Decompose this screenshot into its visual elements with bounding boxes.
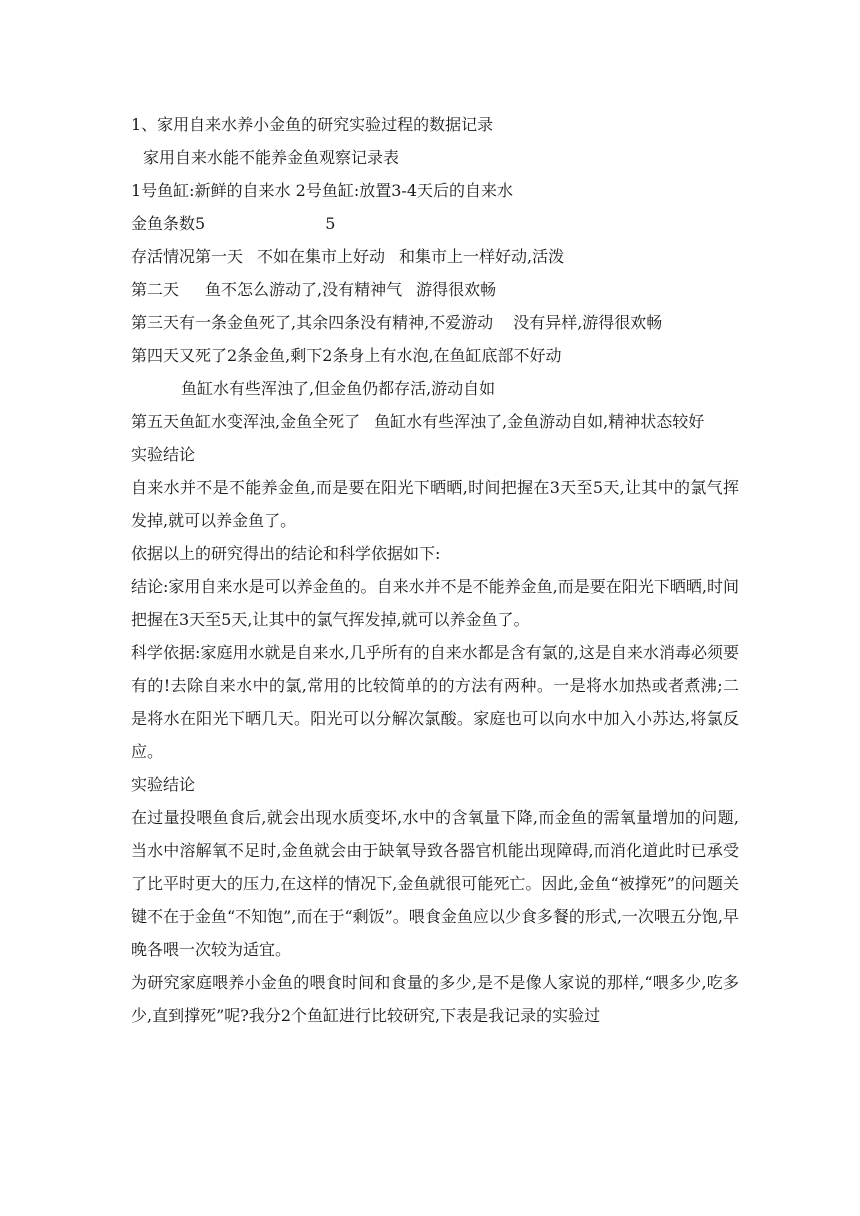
feeding-conclusion-paragraph: 在过量投喂鱼食后,就会出现水质变坏,水中的含氧量下降,而金鱼的需氧量增加的问题,当水中溶解氧不足时,金鱼就会由于缺氧导致各器官机能出现障碍,而消化道此时已承受了比平时更大的压力,在这样的情况下,金鱼就很可能死亡。因此,金鱼“被撑死”的问题关键不在于金鱼“不知饱”,而在于“剩饭”。喂食金鱼应以少食多餐的形式,一次喂五分饱,早晚各喂一次较为适宜。 — [131, 808, 739, 959]
table-title: 家用自来水能不能养金鱼观察记录表 — [143, 148, 400, 167]
day1-tank1: 不如在集市上好动 — [257, 247, 386, 266]
day5-tank1: 第五天鱼缸水变浑浊,金鱼全死了 — [131, 412, 361, 431]
basis-intro: 依据以上的研究得出的结论和科学依据如下: — [131, 544, 441, 563]
day5-tank2: 鱼缸水有些浑浊了,金鱼游动自如,精神状态较好 — [374, 412, 705, 431]
science-basis-paragraph: 科学依据:家庭用水就是自来水,几乎所有的自来水都是含有氯的,这是自来水消毒必须要有的!去除自来水中的氯,常用的比较简单的的方法有两种。一是将水加热或者煮沸;二是将水在阳光下晒几天。阳光可以分解次氯酸。家庭也可以向水中加入小苏达,将氯反应。 — [131, 643, 739, 761]
section-heading-conclusion-2: 实验结论 — [131, 775, 196, 794]
day3-tank2: 没有异样,游得很欢畅 — [513, 313, 663, 332]
record-row-day4-tank2: 鱼缸水有些浑浊了,但金鱼仍都存活,游动自如 — [181, 379, 496, 398]
conclusion-paragraph: 自来水并不是不能养金鱼,而是要在阳光下晒晒,时间把握在3天至5天,让其中的氯气挥发掉,就可以养金鱼了。 — [131, 478, 739, 530]
record-row-day3 — [131, 306, 739, 339]
record-row-count — [131, 207, 739, 240]
document-body — [131, 108, 739, 1032]
conclusion-statement: 结论:家用自来水是可以养金鱼的。自来水并不是不能养金鱼,而是要在阳光下晒晒,时间把握在3天至5天,让其中的氯气挥发掉,就可以养金鱼了。 — [131, 577, 739, 629]
section-heading-conclusion: 实验结论 — [131, 445, 196, 464]
day2-label: 第二天 — [131, 280, 180, 299]
record-row-day1 — [131, 240, 739, 273]
document-heading: 1、家用自来水养小金鱼的研究实验过程的数据记录 — [131, 115, 494, 134]
closing-paragraph: 为研究家庭喂养小金鱼的喂食时间和食量的多少,是不是像人家说的那样,“喂多少,吃多少,直到撑死”呢?我分2个鱼缸进行比较研究,下表是我记录的实验过 — [131, 973, 739, 1025]
day1-tank2: 和集市上一样好动,活泼 — [399, 247, 565, 266]
day3-tank1: 第三天有一条金鱼死了,其余四条没有精神,不爱游动 — [131, 313, 494, 332]
day1-label: 存活情况第一天 — [131, 247, 244, 266]
day2-tank1: 鱼不怎么游动了,没有精神气 — [205, 280, 403, 299]
day2-tank2: 游得很欢畅 — [416, 280, 497, 299]
record-row-day5 — [131, 405, 739, 438]
record-row-day4: 第四天又死了2条金鱼,剩下2条身上有水泡,在鱼缸底部不好动 — [131, 346, 562, 365]
record-row-day2 — [131, 273, 739, 306]
record-row-tanks: 1号鱼缸:新鲜的自来水 2号鱼缸:放置3-4天后的自来水 — [131, 181, 513, 200]
count-label: 金鱼条数5 — [131, 214, 206, 233]
count-value: 5 — [325, 214, 336, 233]
